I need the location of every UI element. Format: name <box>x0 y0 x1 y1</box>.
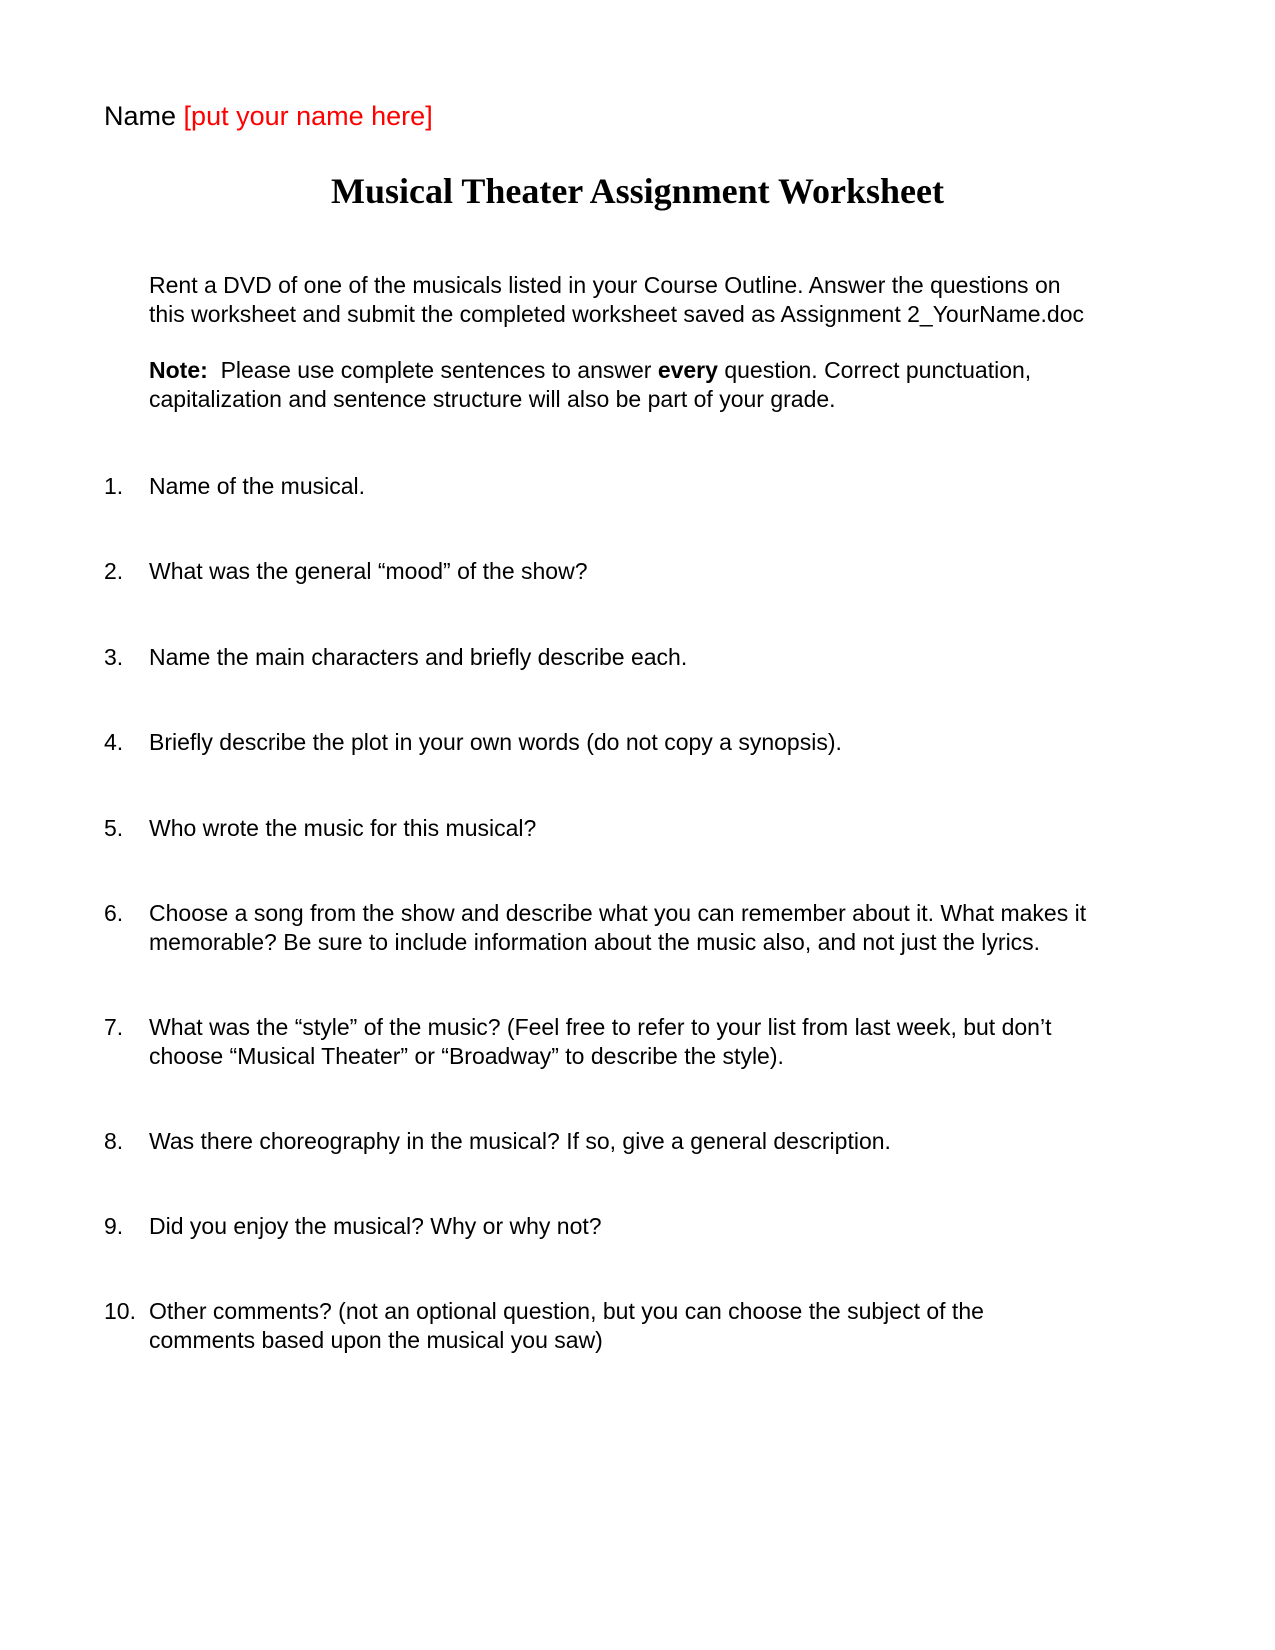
question-number: 8. <box>104 1128 124 1154</box>
note-text: question. Correct punctuation, <box>724 357 1032 383</box>
question-number: 10. <box>104 1298 136 1324</box>
note-paragraph <box>149 356 1229 414</box>
question-text <box>149 643 1229 672</box>
question-number: 7. <box>104 1014 124 1040</box>
question-number: 3. <box>104 644 124 670</box>
question-text <box>149 728 1229 757</box>
question-text <box>149 1212 1229 1241</box>
question-line: Was there choreography in the musical? If so, give a general description. <box>149 1128 891 1154</box>
name-placeholder[interactable]: [put your name here] <box>183 101 433 131</box>
question-line: Other comments? (not an optional question, but you can choose the subject of the <box>149 1298 984 1324</box>
question-text <box>149 557 1229 586</box>
question-line: Who wrote the music for this musical? <box>149 815 537 841</box>
question-line: choose “Musical Theater” or “Broadway” to describe the style). <box>149 1043 784 1069</box>
question-text <box>149 899 1229 957</box>
question-line: What was the general “mood” of the show? <box>149 558 588 584</box>
question-number: 9. <box>104 1213 124 1239</box>
note-line <box>149 356 1229 385</box>
question-line: Name the main characters and briefly describe each. <box>149 644 688 670</box>
question-line: Briefly describe the plot in your own words (do not copy a synopsis). <box>149 729 842 755</box>
intro-paragraph <box>149 271 1229 329</box>
note-emphasis: every <box>657 357 718 383</box>
question-text <box>149 472 1229 501</box>
question-line: What was the “style” of the music? (Feel free to refer to your list from last week, but don’t <box>149 1014 1052 1040</box>
page-title: Musical Theater Assignment Worksheet <box>330 171 945 211</box>
intro-line: Rent a DVD of one of the musicals listed in your Course Outline. Answer the questions on <box>149 272 1061 298</box>
question-text <box>149 1127 1229 1156</box>
question-text <box>149 814 1229 843</box>
question-number: 5. <box>104 815 124 841</box>
note-text: Please use complete sentences to answer <box>220 357 652 383</box>
question-line: Did you enjoy the musical? Why or why not? <box>149 1213 602 1239</box>
question-line: comments based upon the musical you saw) <box>149 1327 603 1353</box>
question-number: 6. <box>104 900 124 926</box>
intro-line: this worksheet and submit the completed worksheet saved as Assignment 2_YourName.doc <box>149 301 1084 327</box>
question-text <box>149 1297 1229 1355</box>
question-text <box>149 1013 1229 1071</box>
name-label: Name <box>104 101 177 131</box>
question-line: Choose a song from the show and describe what you can remember about it. What makes it <box>149 900 1087 926</box>
question-line: memorable? Be sure to include information about the music also, and not just the lyrics. <box>149 929 1041 955</box>
question-number: 4. <box>104 729 124 755</box>
note-line: capitalization and sentence structure will also be part of your grade. <box>149 386 836 412</box>
question-number: 1. <box>104 473 124 499</box>
name-line <box>104 100 433 132</box>
note-label: Note: <box>149 357 208 383</box>
question-line: Name of the musical. <box>149 473 366 499</box>
question-number: 2. <box>104 558 124 584</box>
